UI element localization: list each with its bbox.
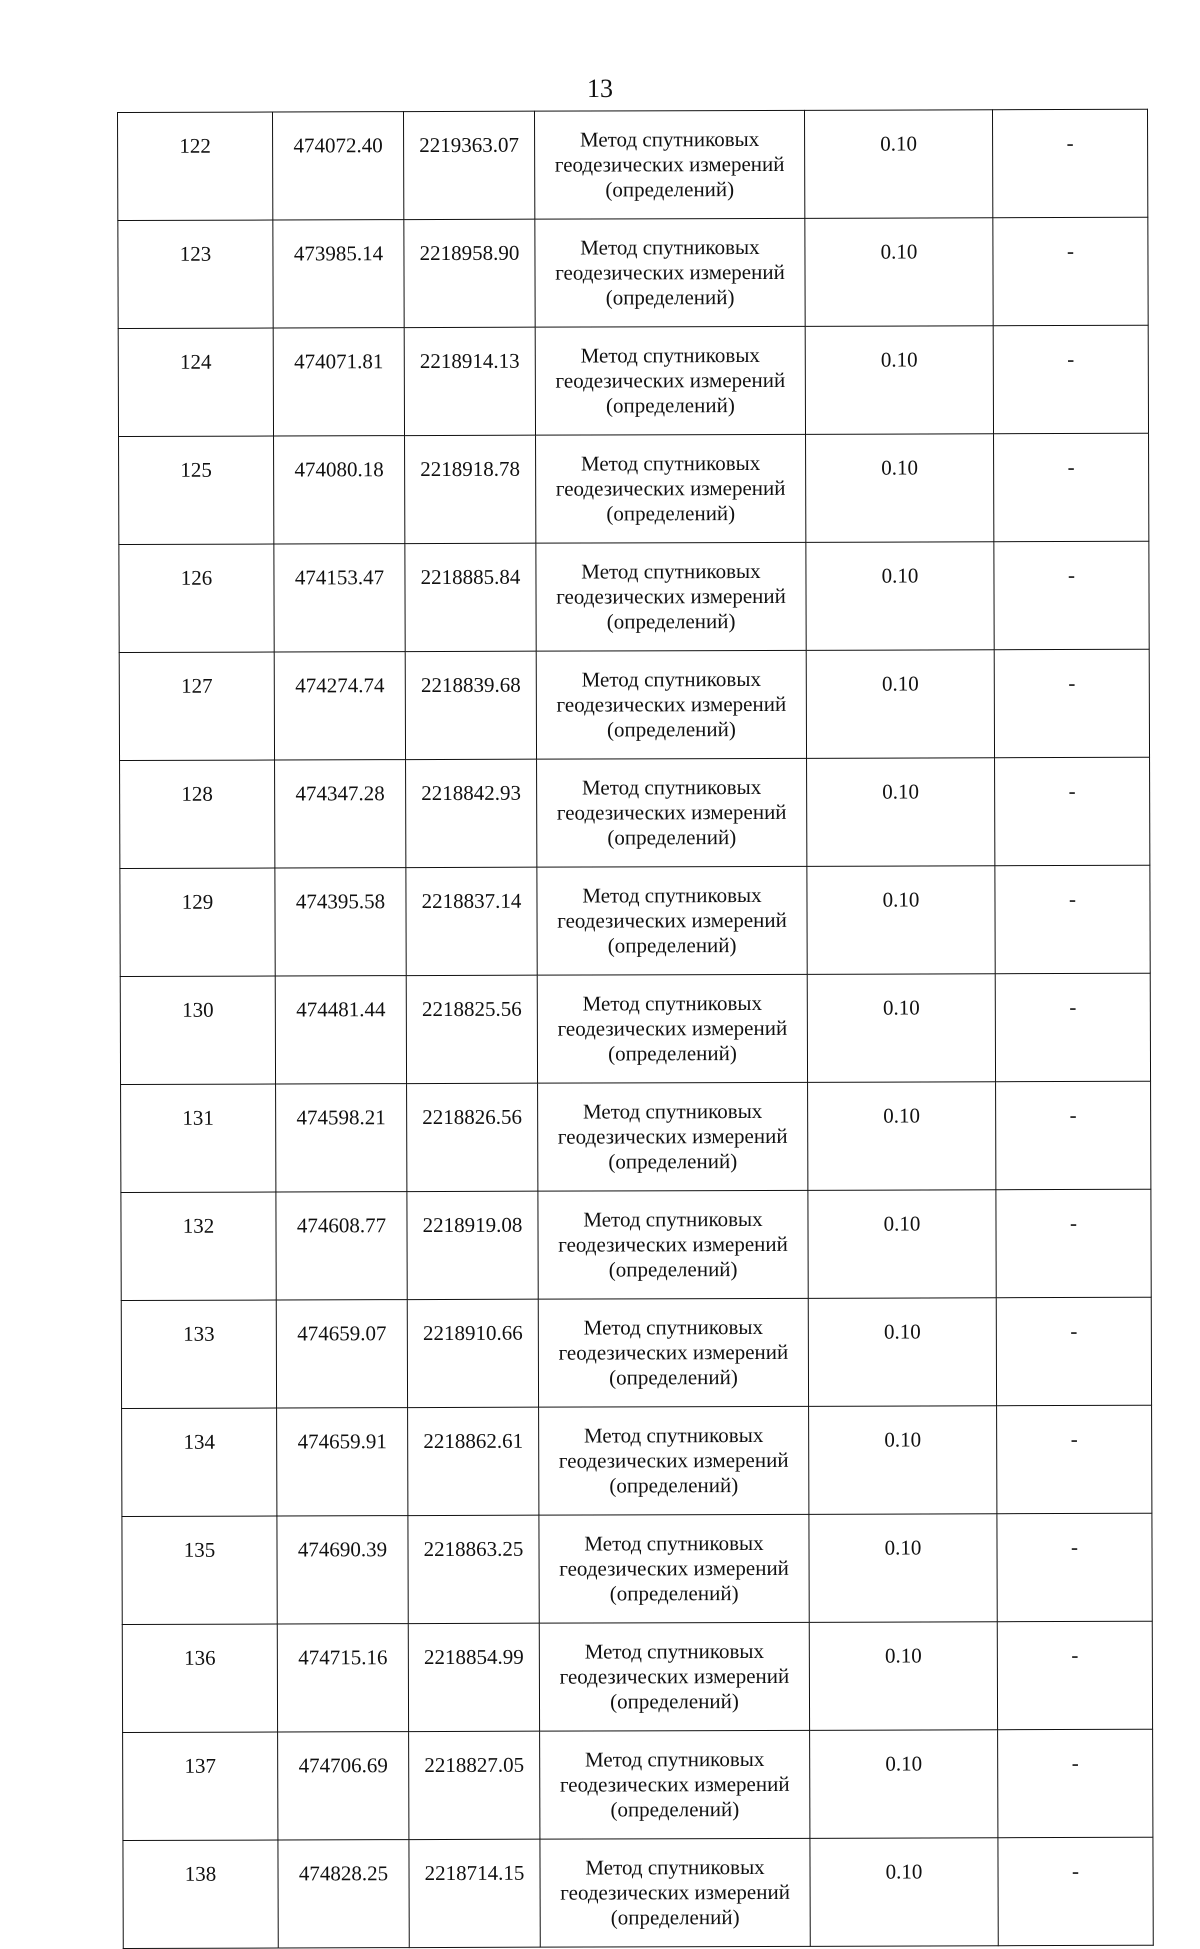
- cell-note: -: [993, 217, 1148, 325]
- cell-point: 136: [122, 1624, 277, 1732]
- cell-method: [537, 974, 807, 1083]
- cell-x: 474481.44: [275, 976, 406, 1084]
- cell-point: 129: [120, 868, 275, 976]
- cell-point: 128: [120, 760, 275, 868]
- cell-accuracy: 0.10: [808, 1298, 996, 1407]
- cell-note: -: [996, 1189, 1151, 1297]
- cell-x: 474659.91: [277, 1408, 408, 1516]
- cell-y: 2219363.07: [404, 111, 535, 219]
- table-row: [123, 1729, 1153, 1840]
- cell-x: 473985.14: [273, 220, 404, 328]
- method-line: (определений): [605, 177, 735, 202]
- cell-method: [538, 1298, 808, 1407]
- cell-method: [536, 650, 806, 759]
- cell-note: -: [992, 109, 1147, 217]
- cell-method: [537, 866, 807, 975]
- cell-accuracy: 0.10: [807, 974, 995, 1083]
- cell-accuracy: 0.10: [809, 1406, 997, 1515]
- cell-y: 2218918.78: [405, 435, 536, 543]
- cell-point: 127: [119, 652, 274, 760]
- method-line: геодезических измерений: [556, 583, 786, 609]
- method-line: Метод спутниковых: [582, 990, 762, 1016]
- cell-method: [538, 1082, 808, 1191]
- cell-accuracy: 0.10: [808, 1082, 996, 1191]
- cell-method: [540, 1730, 810, 1839]
- cell-x: 474153.47: [274, 544, 405, 652]
- method-line: (определений): [607, 825, 737, 850]
- method-line: геодезических измерений: [558, 1231, 788, 1257]
- cell-y: 2218919.08: [407, 1191, 538, 1299]
- method-line: геодезических измерений: [556, 799, 787, 825]
- method-line: геодезических измерений: [556, 691, 787, 717]
- cell-accuracy: 0.10: [809, 1514, 997, 1623]
- method-line: (определений): [608, 1041, 737, 1066]
- cell-y: 2218827.05: [409, 1731, 540, 1839]
- cell-method: [536, 434, 806, 543]
- cell-y: 2218958.90: [404, 219, 535, 327]
- cell-x: 474608.77: [276, 1192, 407, 1300]
- cell-point: 135: [122, 1516, 277, 1624]
- cell-method: [536, 542, 806, 651]
- method-line: (определений): [610, 1797, 740, 1822]
- cell-y: 2218826.56: [407, 1083, 538, 1191]
- cell-accuracy: 0.10: [806, 542, 994, 651]
- method-line: Метод спутниковых: [584, 1638, 765, 1664]
- cell-note: -: [996, 1081, 1151, 1189]
- method-line: (определений): [606, 609, 736, 634]
- method-line: (определений): [607, 933, 737, 958]
- cell-y: 2218863.25: [408, 1515, 539, 1623]
- cell-x: 474659.07: [276, 1300, 407, 1408]
- cell-x: 474395.58: [275, 868, 406, 976]
- method-line: геодезических измерений: [555, 367, 786, 393]
- method-line: (определений): [609, 1581, 739, 1606]
- table-row: [123, 1837, 1153, 1948]
- page-number: 13: [587, 74, 613, 103]
- method-line: (определений): [609, 1473, 739, 1498]
- cell-y: 2218839.68: [405, 651, 536, 759]
- method-line: (определений): [606, 717, 736, 742]
- cell-x: 474274.74: [274, 652, 405, 760]
- cell-x: 474690.39: [277, 1516, 408, 1624]
- cell-accuracy: 0.10: [804, 110, 992, 219]
- table-row: [119, 649, 1149, 760]
- table-row: [120, 757, 1150, 868]
- cell-note: -: [995, 973, 1150, 1081]
- method-line: геодезических измерений: [559, 1771, 790, 1797]
- cell-x: 474347.28: [275, 760, 406, 868]
- table-row: [121, 1081, 1151, 1192]
- cell-x: 474598.21: [276, 1084, 407, 1192]
- method-line: (определений): [605, 393, 735, 418]
- cell-note: -: [994, 649, 1149, 757]
- method-line: геодезических измерений: [559, 1555, 789, 1581]
- cell-y: 2218862.61: [408, 1407, 539, 1515]
- method-line: Метод спутниковых: [582, 1098, 763, 1124]
- cell-note: -: [997, 1621, 1152, 1729]
- cell-method: [534, 110, 804, 219]
- cell-x: 474706.69: [278, 1732, 409, 1840]
- cell-method: [539, 1406, 809, 1515]
- cell-method: [539, 1622, 809, 1731]
- cell-x: 474072.40: [273, 112, 404, 220]
- cell-note: -: [995, 865, 1150, 973]
- cell-note: -: [994, 433, 1149, 541]
- method-line: Метод спутниковых: [582, 882, 762, 908]
- cell-y: 2218842.93: [406, 759, 537, 867]
- method-line: Метод спутниковых: [583, 1314, 764, 1340]
- cell-point: 123: [118, 220, 273, 328]
- method-line: Метод спутниковых: [581, 666, 761, 692]
- cell-method: [539, 1514, 809, 1623]
- cell-method: [537, 758, 807, 867]
- cell-point: 132: [121, 1192, 276, 1300]
- method-line: Метод спутниковых: [580, 234, 760, 260]
- method-line: геодезических измерений: [559, 1663, 790, 1689]
- cell-accuracy: 0.10: [806, 434, 994, 543]
- cell-method: [535, 326, 805, 435]
- cell-note: -: [996, 1297, 1151, 1405]
- method-line: Метод спутниковых: [580, 342, 760, 368]
- cell-point: 133: [121, 1300, 276, 1408]
- cell-y: 2218885.84: [405, 543, 536, 651]
- cell-method: [538, 1190, 808, 1299]
- cell-accuracy: 0.10: [810, 1730, 998, 1839]
- cell-accuracy: 0.10: [809, 1622, 997, 1731]
- cell-y: 2218854.99: [408, 1623, 539, 1731]
- method-line: геодезических измерений: [557, 1015, 788, 1041]
- cell-y: 2218825.56: [406, 975, 537, 1083]
- cell-note: -: [998, 1837, 1153, 1945]
- method-line: (определений): [610, 1689, 739, 1714]
- cell-note: -: [997, 1513, 1152, 1621]
- method-line: Метод спутниковых: [583, 1422, 764, 1448]
- method-line: Метод спутниковых: [584, 1746, 765, 1772]
- method-line: Метод спутниковых: [581, 774, 762, 800]
- method-line: геодезических измерений: [555, 475, 786, 501]
- cell-y: 2218910.66: [407, 1299, 538, 1407]
- cell-point: 124: [118, 328, 273, 436]
- cell-point: 131: [121, 1084, 276, 1192]
- coordinates-table-body: [118, 109, 1154, 1948]
- cell-point: 126: [119, 544, 274, 652]
- table-row: [122, 1513, 1152, 1624]
- method-line: геодезических измерений: [560, 1879, 790, 1905]
- method-line: Метод спутниковых: [579, 126, 760, 152]
- cell-point: 125: [119, 436, 274, 544]
- method-line: (определений): [608, 1149, 738, 1174]
- cell-accuracy: 0.10: [806, 650, 994, 759]
- cell-note: -: [997, 1405, 1152, 1513]
- cell-point: 137: [123, 1732, 278, 1840]
- table-row: [121, 1297, 1151, 1408]
- cell-note: -: [994, 541, 1149, 649]
- cell-y: 2218714.15: [409, 1839, 540, 1947]
- cell-note: -: [993, 325, 1148, 433]
- method-line: (определений): [608, 1257, 738, 1282]
- cell-x: 474715.16: [277, 1624, 408, 1732]
- cell-y: 2218914.13: [404, 327, 535, 435]
- cell-accuracy: 0.10: [807, 866, 995, 975]
- cell-point: 130: [120, 976, 275, 1084]
- cell-accuracy: 0.10: [807, 758, 995, 867]
- cell-accuracy: 0.10: [805, 218, 993, 327]
- cell-method: [540, 1838, 810, 1947]
- table-row: [119, 541, 1149, 652]
- table-row: [120, 973, 1150, 1084]
- cell-method: [535, 218, 805, 327]
- method-line: (определений): [610, 1905, 740, 1930]
- cell-note: -: [995, 757, 1150, 865]
- cell-note: -: [998, 1729, 1153, 1837]
- table-row: [122, 1621, 1152, 1732]
- cell-point: 138: [123, 1840, 278, 1948]
- method-line: геодезических измерений: [557, 1123, 788, 1149]
- cell-point: 134: [122, 1408, 277, 1516]
- cell-x: 474828.25: [278, 1840, 409, 1948]
- method-line: геодезических измерений: [558, 1447, 789, 1473]
- table-row: [118, 217, 1148, 328]
- cell-point: 122: [118, 112, 273, 220]
- table-row: [121, 1189, 1151, 1300]
- table-row: [120, 865, 1150, 976]
- method-line: Метод спутниковых: [585, 1854, 765, 1880]
- table-row: [118, 325, 1148, 436]
- method-line: (определений): [606, 501, 736, 526]
- cell-y: 2218837.14: [406, 867, 537, 975]
- method-line: геодезических измерений: [557, 907, 787, 933]
- table-row: [122, 1405, 1152, 1516]
- method-line: Метод спутниковых: [583, 1206, 763, 1232]
- table-row: [118, 109, 1148, 220]
- method-line: Метод спутниковых: [580, 450, 761, 476]
- cell-accuracy: 0.10: [808, 1190, 996, 1299]
- method-line: Метод спутниковых: [581, 558, 761, 584]
- method-line: (определений): [609, 1365, 738, 1390]
- method-line: геодезических измерений: [554, 151, 785, 177]
- method-line: геодезических измерений: [558, 1339, 789, 1365]
- coordinates-table: [117, 109, 1154, 1949]
- method-line: Метод спутниковых: [584, 1530, 764, 1556]
- method-line: геодезических измерений: [555, 259, 785, 285]
- cell-x: 474071.81: [273, 328, 404, 436]
- method-line: (определений): [605, 285, 735, 310]
- table-row: [119, 433, 1149, 544]
- cell-x: 474080.18: [274, 436, 405, 544]
- cell-accuracy: 0.10: [805, 326, 993, 435]
- cell-accuracy: 0.10: [810, 1838, 998, 1947]
